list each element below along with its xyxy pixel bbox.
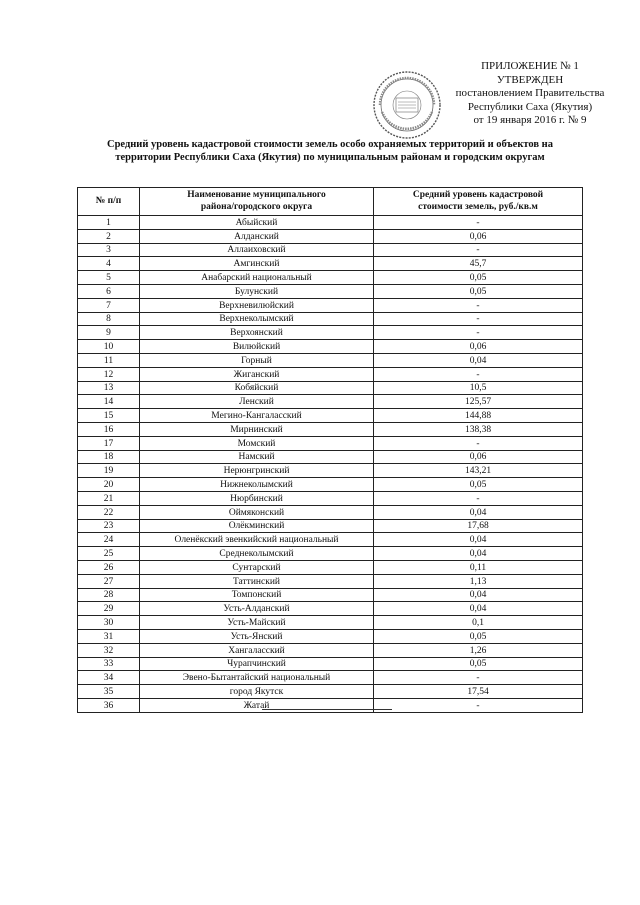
row-num: 36 (78, 698, 140, 712)
end-divider (262, 709, 392, 710)
row-name: Верхнеколымский (140, 312, 374, 326)
republic-label: Республики Саха (Якутия) (467, 100, 593, 113)
row-num: 27 (78, 574, 140, 588)
row-name: Верхоянский (140, 326, 374, 340)
row-value: - (374, 243, 583, 257)
row-value: 0,05 (374, 478, 583, 492)
table-row (78, 505, 583, 519)
row-name: Булунский (140, 284, 374, 298)
row-num: 10 (78, 340, 140, 354)
table-row (78, 243, 583, 257)
row-name: Среднеколымский (140, 547, 374, 561)
row-name: Томпонский (140, 588, 374, 602)
row-num: 17 (78, 436, 140, 450)
row-value: 138,38 (374, 422, 583, 436)
row-name: Намский (140, 450, 374, 464)
row-value: 0,11 (374, 560, 583, 574)
table-row (78, 643, 583, 657)
row-value: - (374, 367, 583, 381)
approval-block (430, 60, 630, 128)
row-value: 17,54 (374, 685, 583, 699)
appendix-label: ПРИЛОЖЕНИЕ № 1 (481, 60, 579, 72)
row-num: 5 (78, 271, 140, 285)
table-row (78, 436, 583, 450)
row-num: 34 (78, 671, 140, 685)
row-num: 1 (78, 216, 140, 230)
row-value: 0,06 (374, 450, 583, 464)
row-name: Мирнинский (140, 422, 374, 436)
row-value: 0,05 (374, 629, 583, 643)
row-num: 14 (78, 395, 140, 409)
row-value: - (374, 216, 583, 230)
row-value: - (374, 312, 583, 326)
resolution-date: от 19 января 2016 г. № 9 (473, 114, 587, 126)
row-value: 17,68 (374, 519, 583, 533)
table-row (78, 257, 583, 271)
row-value: - (374, 298, 583, 312)
table-row (78, 629, 583, 643)
row-num: 16 (78, 422, 140, 436)
header-name-line-1: Наименование муниципального (187, 190, 326, 200)
official-seal-icon (372, 70, 442, 140)
table-header-row (78, 188, 583, 216)
row-num: 23 (78, 519, 140, 533)
row-value: 0,04 (374, 588, 583, 602)
table-row (78, 216, 583, 230)
row-num: 13 (78, 381, 140, 395)
table-row (78, 491, 583, 505)
row-value: 1,26 (374, 643, 583, 657)
row-num: 9 (78, 326, 140, 340)
title-line-2: территории Республики Саха (Якутия) по муниципальным районам и городским округам (115, 152, 545, 163)
row-name: Аллаиховский (140, 243, 374, 257)
table-row (78, 367, 583, 381)
table-row (78, 533, 583, 547)
row-num: 6 (78, 284, 140, 298)
table-row (78, 271, 583, 285)
row-num: 32 (78, 643, 140, 657)
table-row (78, 547, 583, 561)
row-value: 0,04 (374, 505, 583, 519)
row-name: Нерюнгринский (140, 464, 374, 478)
approved-label: УТВЕРЖДЕН (496, 73, 564, 86)
table-row (78, 326, 583, 340)
table-row (78, 422, 583, 436)
row-num: 29 (78, 602, 140, 616)
row-name: Оленёкский эвенкийский национальный (140, 533, 374, 547)
row-name: Алданский (140, 229, 374, 243)
row-name: Сунтарский (140, 560, 374, 574)
row-value: 0,04 (374, 547, 583, 561)
header-value-line-2: стоимости земель, руб./кв.м (418, 201, 538, 212)
table-row (78, 671, 583, 685)
row-name: Таттинский (140, 574, 374, 588)
row-value: - (374, 671, 583, 685)
row-value: 0,04 (374, 533, 583, 547)
row-num: 7 (78, 298, 140, 312)
table-row (78, 395, 583, 409)
row-name: Олёкминский (140, 519, 374, 533)
row-value: - (374, 491, 583, 505)
row-value: 0,05 (374, 284, 583, 298)
row-num: 21 (78, 491, 140, 505)
row-name: Усть-Янский (140, 629, 374, 643)
row-num: 24 (78, 533, 140, 547)
row-name: Нижнеколымский (140, 478, 374, 492)
row-num: 20 (78, 478, 140, 492)
row-name: Анабарский национальный (140, 271, 374, 285)
table-row (78, 381, 583, 395)
row-name: город Якутск (140, 685, 374, 699)
row-value: 45,7 (374, 257, 583, 271)
row-name: Кобяйский (140, 381, 374, 395)
table-row (78, 574, 583, 588)
row-name: Жатай (140, 698, 374, 712)
row-num: 33 (78, 657, 140, 671)
row-value: 0,06 (374, 229, 583, 243)
row-num: 3 (78, 243, 140, 257)
row-num: 18 (78, 450, 140, 464)
header-name (140, 188, 374, 216)
table-row (78, 409, 583, 423)
row-num: 22 (78, 505, 140, 519)
row-value: 0,05 (374, 657, 583, 671)
table-row (78, 450, 583, 464)
row-num: 8 (78, 312, 140, 326)
table-row (78, 616, 583, 630)
row-num: 11 (78, 353, 140, 367)
resolution-label: постановлением Правительства (455, 87, 605, 99)
row-name: Нюрбинский (140, 491, 374, 505)
table-row (78, 312, 583, 326)
row-name: Жиганский (140, 367, 374, 381)
table-row (78, 519, 583, 533)
table-row (78, 284, 583, 298)
table-row (78, 685, 583, 699)
table-row (78, 229, 583, 243)
row-value: 0,06 (374, 340, 583, 354)
row-value: 1,13 (374, 574, 583, 588)
row-num: 15 (78, 409, 140, 423)
table-body (78, 216, 583, 713)
row-name: Момский (140, 436, 374, 450)
row-num: 4 (78, 257, 140, 271)
row-num: 25 (78, 547, 140, 561)
row-value: 0,1 (374, 616, 583, 630)
row-value: 10,5 (374, 381, 583, 395)
row-num: 35 (78, 685, 140, 699)
title-line-1: Средний уровень кадастровой стоимости земель особо охраняемых территорий и объектов на (107, 139, 553, 150)
table-row (78, 298, 583, 312)
table-row (78, 340, 583, 354)
row-num: 30 (78, 616, 140, 630)
row-name: Чурапчинский (140, 657, 374, 671)
row-num: 28 (78, 588, 140, 602)
row-value: 143,21 (374, 464, 583, 478)
header-value-line-1: Средний уровень кадастровой (412, 190, 544, 200)
row-name: Усть-Майский (140, 616, 374, 630)
row-name: Оймяконский (140, 505, 374, 519)
row-name: Усть-Алданский (140, 602, 374, 616)
row-name: Хангаласский (140, 643, 374, 657)
table-row (78, 560, 583, 574)
row-num: 31 (78, 629, 140, 643)
row-value: 0,04 (374, 602, 583, 616)
header-value (374, 188, 583, 216)
table-row (78, 698, 583, 712)
row-name: Амгинский (140, 257, 374, 271)
table-row (78, 588, 583, 602)
header-num: № п/п (78, 188, 140, 216)
row-num: 12 (78, 367, 140, 381)
table-row (78, 353, 583, 367)
row-name: Вилюйский (140, 340, 374, 354)
row-num: 19 (78, 464, 140, 478)
row-value: 0,05 (374, 271, 583, 285)
row-value: - (374, 436, 583, 450)
header-name-line-2: района/городского округа (200, 201, 313, 212)
row-name: Эвено-Бытантайский национальный (140, 671, 374, 685)
table-row (78, 657, 583, 671)
row-value: - (374, 698, 583, 712)
row-value: 144,88 (374, 409, 583, 423)
row-name: Ленский (140, 395, 374, 409)
table-row (78, 464, 583, 478)
row-value: - (374, 326, 583, 340)
row-name: Верхневилюйский (140, 298, 374, 312)
row-name: Абыйский (140, 216, 374, 230)
row-name: Мегино-Кангаласский (140, 409, 374, 423)
row-num: 26 (78, 560, 140, 574)
row-value: 125,57 (374, 395, 583, 409)
row-name: Горный (140, 353, 374, 367)
document-title (70, 138, 590, 164)
row-value: 0,04 (374, 353, 583, 367)
table-row (78, 602, 583, 616)
cadastral-value-table (77, 187, 583, 713)
row-num: 2 (78, 229, 140, 243)
table-row (78, 478, 583, 492)
